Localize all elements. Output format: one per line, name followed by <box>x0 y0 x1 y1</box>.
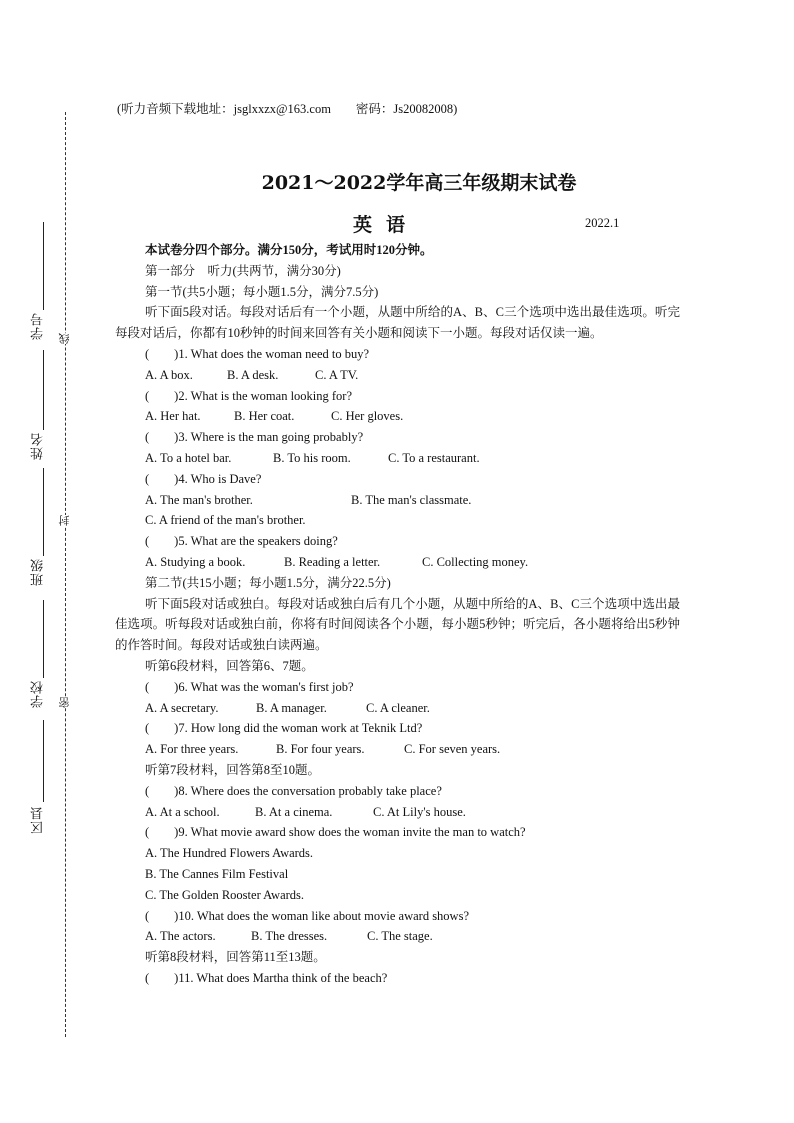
option-a: A. The man's brother. <box>145 492 253 507</box>
option-b: B. Reading a letter. <box>284 554 381 569</box>
option-c: C. The stage. <box>367 929 433 944</box>
option-a: A. Her hat. <box>145 409 201 424</box>
section2-heading: 第二节(共15小题；每小题1.5分，满分22.5分) <box>145 575 391 590</box>
question-7-options <box>145 739 680 760</box>
option-b: B. The man's classmate. <box>351 492 472 507</box>
question-7-stem: ( )7. How long did the woman work at Teknik Ltd? <box>145 721 423 736</box>
blank-line-student-id <box>43 222 44 310</box>
question-4-option-c: C. A friend of the man's brother. <box>145 513 306 528</box>
question-9-stem: ( )9. What movie award show does the woman invite the man to watch? <box>145 825 526 840</box>
option-a: A. Studying a book. <box>145 554 246 569</box>
label-school: 学校 <box>31 680 46 708</box>
option-c: C. A cleaner. <box>366 700 430 715</box>
exam-date: 2022.1 <box>585 216 620 230</box>
option-a: A. A secretary. <box>145 700 219 715</box>
option-b: B. The dresses. <box>251 929 328 944</box>
binding-dashed-line <box>65 112 66 1037</box>
marker-secret: 密 <box>58 697 71 708</box>
question-3-stem: ( )3. Where is the man going probably? <box>145 430 364 445</box>
option-a: A. To a hotel bar. <box>145 450 232 465</box>
option-a: A. At a school. <box>145 804 220 819</box>
question-10-options <box>145 926 680 947</box>
question-1-stem: ( )1. What does the woman need to buy? <box>145 346 370 361</box>
question-9-option-a: A. The Hundred Flowers Awards. <box>145 846 314 861</box>
question-10-stem: ( )10. What does the woman like about movie award shows? <box>145 908 469 923</box>
section1-heading: 第一节(共5小题；每小题1.5分，满分7.5分) <box>145 284 379 299</box>
option-c: C. Her gloves. <box>331 409 404 424</box>
label-student-id: 学号 <box>31 312 46 340</box>
question-2-stem: ( )2. What is the woman looking for? <box>145 388 353 403</box>
exam-intro: 本试卷分四个部分。满分150分，考试用时120分钟。 <box>145 243 433 257</box>
exam-title: 2021～2022学年高三年级期末试卷 <box>261 172 577 194</box>
marker-line: 线 <box>58 333 71 344</box>
material-6-heading: 听第6段材料，回答第6、7题。 <box>145 658 314 673</box>
subject-title: 英语 <box>353 214 420 236</box>
blank-line-district <box>43 720 44 802</box>
material-7-heading: 听第7段材料，回答第8至10题。 <box>145 762 321 777</box>
question-2-options <box>145 406 680 427</box>
question-9-option-b: B. The Cannes Film Festival <box>145 866 289 881</box>
audio-download-note: (听力音频下载地址：jsglxxzx@163.com 密码：Js20082008) <box>117 102 458 116</box>
label-district: 区县 <box>31 806 46 834</box>
question-11-stem: ( )11. What does Martha think of the beach? <box>145 970 388 985</box>
question-5-stem: ( )5. What are the speakers doing? <box>145 534 338 549</box>
option-c: C. Collecting money. <box>422 554 529 569</box>
question-9-option-c: C. The Golden Rooster Awards. <box>145 887 305 902</box>
marker-seal: 封 <box>58 515 71 526</box>
option-b: B. A desk. <box>227 367 279 382</box>
material-8-heading: 听第8段材料，回答第11至13题。 <box>145 950 326 965</box>
question-8-stem: ( )8. Where does the conversation probably take place? <box>145 783 442 798</box>
question-4-options <box>145 490 680 511</box>
label-name: 姓名 <box>31 432 46 460</box>
question-5-options <box>145 552 680 573</box>
option-b: B. Her coat. <box>234 409 295 424</box>
exam-content <box>115 240 680 989</box>
option-b: B. For four years. <box>276 742 365 757</box>
option-c: C. To a restaurant. <box>388 450 480 465</box>
option-c: C. A TV. <box>315 367 359 382</box>
question-6-options <box>145 698 680 719</box>
question-3-options <box>145 448 680 469</box>
blank-line-school <box>43 600 44 678</box>
blank-line-name <box>43 350 44 430</box>
question-6-stem: ( )6. What was the woman's first job? <box>145 679 354 694</box>
option-c: C. For seven years. <box>404 742 501 757</box>
question-8-options <box>145 802 680 823</box>
option-c: C. At Lily's house. <box>373 804 466 819</box>
part1-heading: 第一部分 听力(共两节，满分30分) <box>145 263 341 278</box>
option-a: A. A box. <box>145 367 193 382</box>
option-b: B. At a cinema. <box>255 804 333 819</box>
section1-instructions: 听下面5段对话。每段对话后有一个小题，从题中所给的A、B、C三个选项中选出最佳选项。听完每段对话后，你都有10秒钟的时间来回答有关小题和阅读下一小题。每段对话仅读一遍。 <box>115 305 680 341</box>
question-4-stem: ( )4. Who is Dave? <box>145 471 262 486</box>
blank-line-class <box>43 468 44 556</box>
option-b: B. A manager. <box>256 700 327 715</box>
option-a: A. For three years. <box>145 742 239 757</box>
section2-instructions: 听下面5段对话或独白。每段对话或独白后有几个小题，从题中所给的A、B、C三个选项中选出最佳选项。听每段对话或独白前，你将有时间阅读各个小题，每小题5秒钟；听完后，各小题将给出5秒钟的作答时间。每段对话或独白读两遍。 <box>115 596 680 653</box>
option-b: B. To his room. <box>273 450 351 465</box>
question-1-options <box>145 365 680 386</box>
label-class: 班级 <box>31 558 46 586</box>
option-a: A. The actors. <box>145 929 216 944</box>
